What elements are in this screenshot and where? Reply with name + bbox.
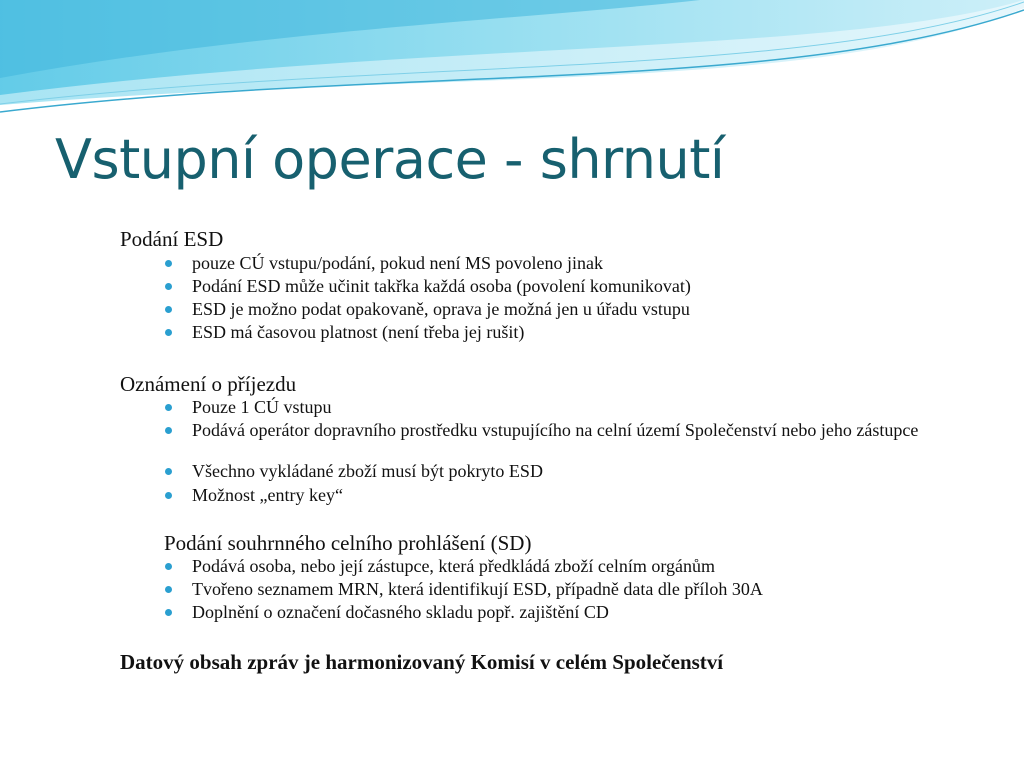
slide-title: Vstupní operace - shrnutí bbox=[55, 128, 725, 191]
bullet-dot-icon bbox=[165, 492, 172, 499]
list-item: Všechno vykládané zboží musí být pokryto ESD bbox=[192, 463, 1022, 480]
list-item: Podání ESD může učinit takřka každá osoba (povolení komunikovat) bbox=[192, 278, 1022, 295]
bullet-dot-icon bbox=[165, 260, 172, 267]
bullet-dot-icon bbox=[165, 609, 172, 616]
section-heading-podani-esd: Podání ESD bbox=[120, 227, 224, 251]
bullet-dot-icon bbox=[165, 468, 172, 475]
bullet-dot-icon bbox=[165, 563, 172, 570]
list-item: Doplnění o označení dočasného skladu popř. zajištění CD bbox=[192, 604, 1022, 621]
list-item: ESD má časovou platnost (není třeba jej rušit) bbox=[192, 324, 1022, 341]
conclusion-text: Datový obsah zpráv je harmonizovaný Komisí v celém Společenství bbox=[120, 650, 724, 674]
list-item: Tvořeno seznamem MRN, která identifikují ESD, případně data dle příloh 30A bbox=[192, 581, 1022, 598]
bullet-dot-icon bbox=[165, 586, 172, 593]
bullet-dot-icon bbox=[165, 329, 172, 336]
bullet-dot-icon bbox=[165, 283, 172, 290]
list-item: Podává operátor dopravního prostředku vstupujícího na celní území Společenství nebo jeho zástupce bbox=[192, 422, 1022, 439]
list-item: pouze CÚ vstupu/podání, pokud není MS povoleno jinak bbox=[192, 255, 1022, 272]
bullet-dot-icon bbox=[165, 427, 172, 434]
section-heading-souhrnne: Podání souhrnného celního prohlášení (SD) bbox=[164, 531, 532, 555]
section-heading-oznameni: Oznámení o příjezdu bbox=[120, 372, 297, 396]
list-item: Podává osoba, nebo její zástupce, která předkládá zboží celním orgánům bbox=[192, 558, 1022, 575]
list-item: Možnost „entry key“ bbox=[192, 487, 1022, 504]
list-item: ESD je možno podat opakovaně, oprava je možná jen u úřadu vstupu bbox=[192, 301, 1022, 318]
list-item: Pouze 1 CÚ vstupu bbox=[192, 399, 1022, 416]
bullet-dot-icon bbox=[165, 306, 172, 313]
bullet-dot-icon bbox=[165, 404, 172, 411]
